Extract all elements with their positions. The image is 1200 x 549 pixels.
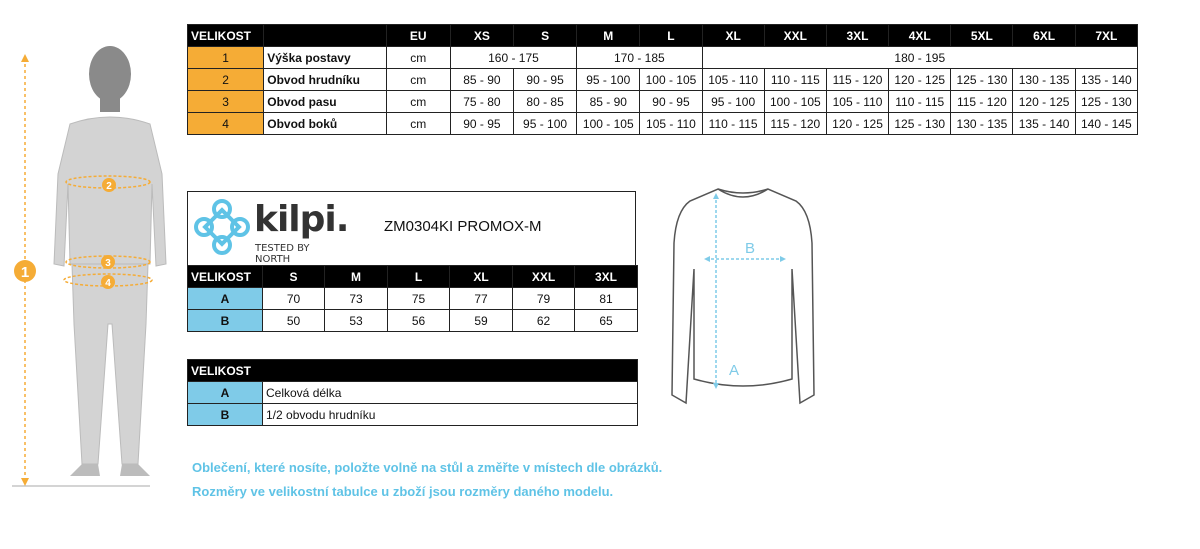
model-header-cell: M [325,266,388,288]
unit-cell: cm [386,91,450,113]
shirt-figure [668,183,818,413]
measure-key: A [188,288,263,310]
measure-number: 3 [188,91,264,113]
size-header-cell: 6XL [1013,25,1075,47]
value-cell: 100 - 105 [640,69,702,91]
value-cell: 90 - 95 [640,91,702,113]
model-header-cell: 3XL [575,266,638,288]
table-row [188,69,1138,91]
size-header-cell: M [577,25,640,47]
model-code: ZM0304KI PROMOX-M [384,218,542,235]
value-cell: 59 [450,310,513,332]
knot-icon [192,197,252,257]
value-cell: 110 - 115 [702,113,764,135]
value-cell: 105 - 110 [702,69,764,91]
marker-4-label: 4 [105,278,111,289]
value-cell: 110 - 115 [889,91,951,113]
value-cell: 75 [388,288,450,310]
value-cell: 53 [325,310,388,332]
value-cell: 77 [450,288,513,310]
size-header-cell [264,25,386,47]
legend-table [187,359,638,426]
legend-key: A [188,382,263,404]
size-table-header [188,25,1138,47]
shirt-label-a: A [728,362,740,379]
value-cell: 95 - 100 [513,113,576,135]
measure-number: 4 [188,113,264,135]
unit-cell: cm [386,47,450,69]
size-header-cell: XL [702,25,764,47]
logo-text: kilpi. [254,199,349,240]
value-cell: 95 - 100 [702,91,764,113]
legend-header: VELIKOST [188,360,638,382]
body-figure [0,24,180,544]
value-cell: 120 - 125 [826,113,888,135]
note-measure: Oblečení, které nosíte, položte volně na stůl a změřte v místech dle obrázků. [192,460,663,475]
legend-text: Celková délka [263,382,638,404]
value-cell: 125 - 130 [1075,91,1137,113]
value-cell: 120 - 125 [1013,91,1075,113]
size-chart-table [187,24,1138,135]
value-cell: 180 - 195 [702,47,1137,69]
kilpi-logo [192,197,349,265]
value-cell: 65 [575,310,638,332]
legend-table-header [188,360,638,382]
marker-1-label: 1 [20,264,30,281]
unit-cell: cm [386,113,450,135]
table-row [188,404,638,426]
value-cell: 79 [513,288,575,310]
value-cell: 125 - 130 [951,69,1013,91]
logo-subtitle: TESTED BY NORTH [255,243,310,265]
value-cell: 50 [263,310,325,332]
model-header [187,191,636,265]
legend-key: B [188,404,263,426]
table-row [188,113,1138,135]
size-header-cell: L [640,25,702,47]
value-cell: 130 - 135 [951,113,1013,135]
size-header-cell: S [513,25,576,47]
value-cell: 85 - 90 [577,91,640,113]
value-cell: 110 - 115 [764,69,826,91]
legend-text: 1/2 obvodu hrudníku [263,404,638,426]
marker-3-label: 3 [105,258,111,269]
value-cell: 130 - 135 [1013,69,1075,91]
value-cell: 90 - 95 [450,113,513,135]
size-header-cell: 3XL [826,25,888,47]
value-cell: 75 - 80 [450,91,513,113]
measure-label: Výška postavy [264,47,386,69]
value-cell: 56 [388,310,450,332]
size-header-cell: 7XL [1075,25,1137,47]
value-cell: 140 - 145 [1075,113,1137,135]
value-cell: 70 [263,288,325,310]
value-cell: 135 - 140 [1075,69,1137,91]
value-cell: 115 - 120 [764,113,826,135]
value-cell: 105 - 110 [826,91,888,113]
table-row [188,382,638,404]
model-header-cell: L [388,266,450,288]
measure-key: B [188,310,263,332]
size-header-cell: VELIKOST [188,25,264,47]
value-cell: 105 - 110 [640,113,702,135]
value-cell: 80 - 85 [513,91,576,113]
table-row [188,91,1138,113]
size-header-cell: EU [386,25,450,47]
unit-cell: cm [386,69,450,91]
value-cell: 170 - 185 [577,47,702,69]
value-cell: 100 - 105 [764,91,826,113]
value-cell: 120 - 125 [889,69,951,91]
measure-label: Obvod boků [264,113,386,135]
measure-number: 2 [188,69,264,91]
measure-number: 1 [188,47,264,69]
size-header-cell: 4XL [889,25,951,47]
table-row [188,310,638,332]
size-header-cell: 5XL [951,25,1013,47]
value-cell: 115 - 120 [826,69,888,91]
value-cell: 160 - 175 [450,47,576,69]
model-header-cell: XXL [513,266,575,288]
model-table-header [188,266,638,288]
model-header-cell: VELIKOST [188,266,263,288]
table-row [188,47,1138,69]
model-measure-table [187,265,638,332]
measure-label: Obvod hrudníku [264,69,386,91]
value-cell: 115 - 120 [951,91,1013,113]
shirt-label-b: B [744,240,756,257]
value-cell: 85 - 90 [450,69,513,91]
value-cell: 135 - 140 [1013,113,1075,135]
note-model: Rozměry ve velikostní tabulce u zboží jsou rozměry daného modelu. [192,484,614,499]
table-row [188,288,638,310]
value-cell: 90 - 95 [513,69,576,91]
measure-label: Obvod pasu [264,91,386,113]
value-cell: 62 [513,310,575,332]
value-cell: 73 [325,288,388,310]
model-header-cell: S [263,266,325,288]
value-cell: 81 [575,288,638,310]
size-header-cell: XS [450,25,513,47]
marker-2-label: 2 [106,181,112,192]
value-cell: 100 - 105 [577,113,640,135]
model-header-cell: XL [450,266,513,288]
value-cell: 125 - 130 [889,113,951,135]
size-header-cell: XXL [764,25,826,47]
value-cell: 95 - 100 [577,69,640,91]
